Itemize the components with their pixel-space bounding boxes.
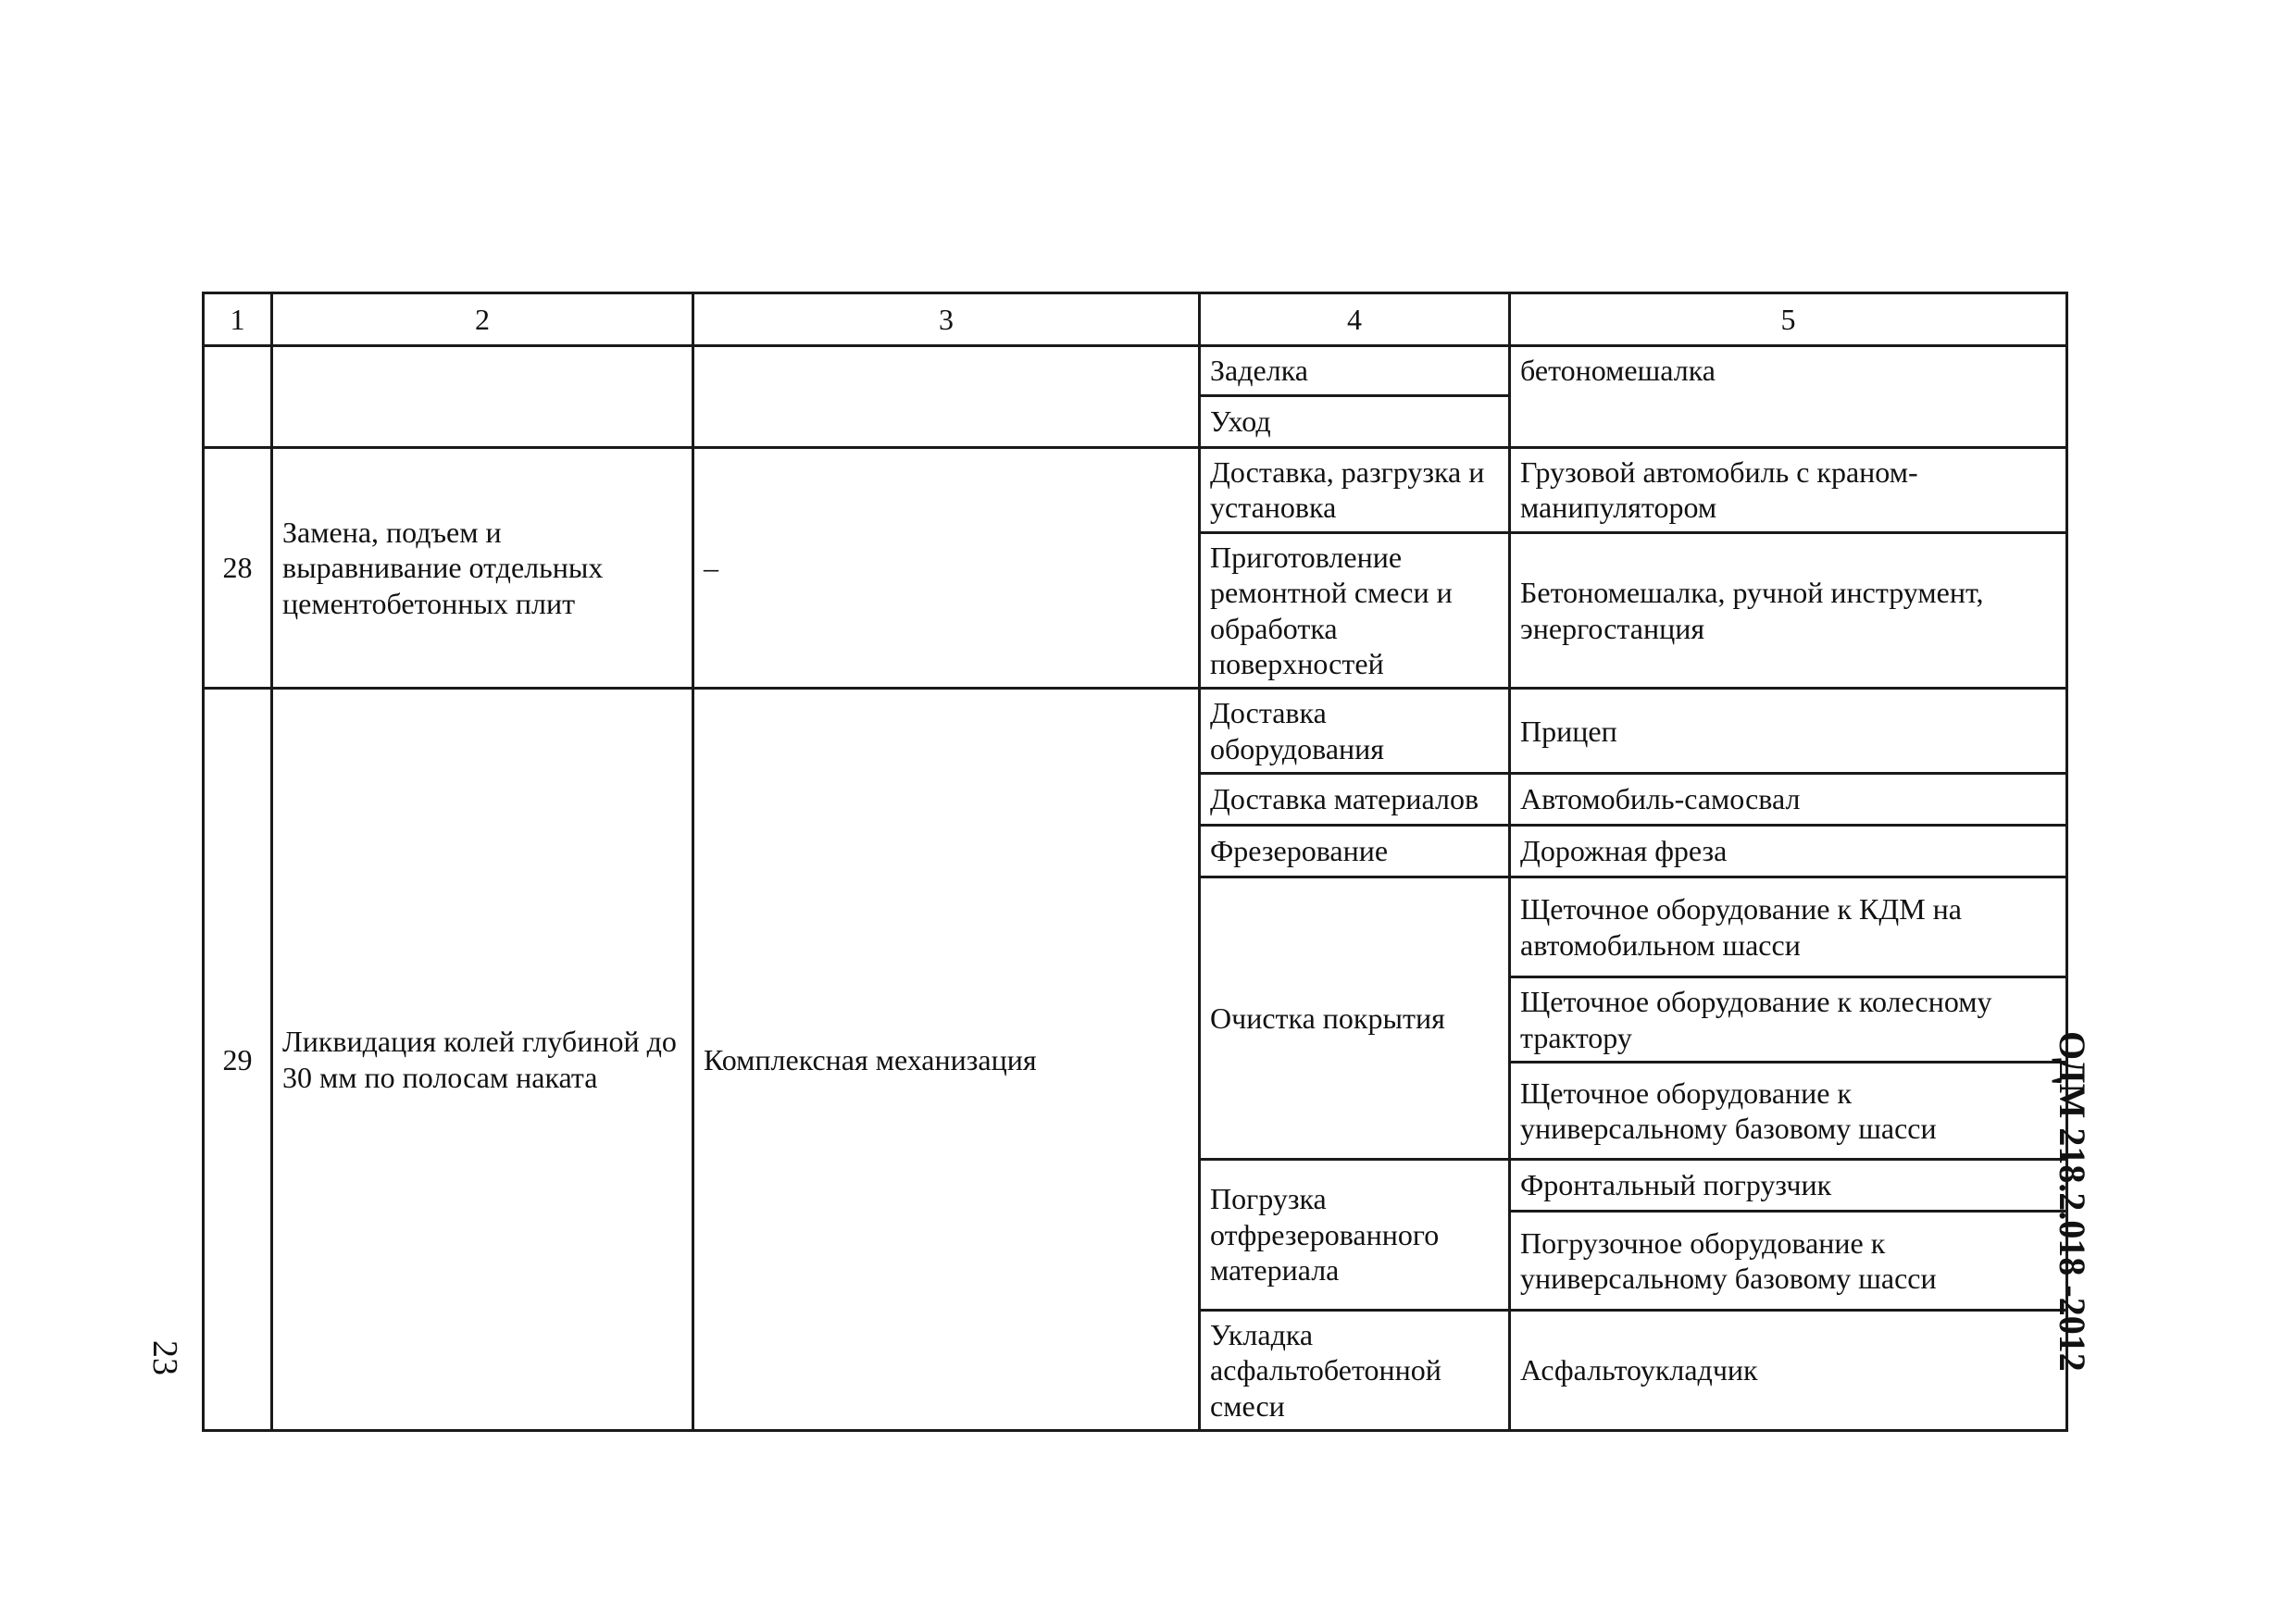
operation-cell: Погрузка отфрезерованного материала [1200,1159,1510,1310]
col-header-1: 1 [204,293,272,346]
equipment-cell: Фронтальный погрузчик [1510,1159,2067,1211]
table-row [204,448,2067,533]
equipment-cell: бетономешалка [1510,346,2067,448]
page-number: 23 [145,1340,184,1375]
equipment-cell: Погрузочное оборудование к универсальному базовому шасси [1510,1211,2067,1310]
row-num-cell [204,346,272,448]
equipment-cell: Щеточное оборудование к колесному трактору [1510,977,2067,1063]
operation-cell: Доставка материалов [1200,774,1510,826]
method-cell [693,346,1200,448]
method-cell: – [693,448,1200,689]
table-row [204,689,2067,774]
operation-cell: Доставка оборудования [1200,689,1510,774]
equipment-cell: Асфальтоукладчик [1510,1310,2067,1430]
work-cell: Замена, подъем и выравнивание отдельных цементобетонных плит [272,448,693,689]
operation-cell: Уход [1200,396,1510,448]
equipment-cell: Щеточное оборудование к универсальному базовому шасси [1510,1062,2067,1159]
equipment-cell: Грузовой автомобиль с краном-манипулятором [1510,448,2067,533]
col-header-2: 2 [272,293,693,346]
table-header-row [204,293,2067,346]
document-code: ОДМ 218.2.018 -2012 [2052,1031,2093,1372]
equipment-cell: Щеточное оборудование к КДМ на автомобильном шасси [1510,877,2067,977]
row-num-cell: 28 [204,448,272,689]
operation-cell: Укладка асфальтобетонной смеси [1200,1310,1510,1430]
operation-cell: Фрезерование [1200,826,1510,877]
col-header-3: 3 [693,293,1200,346]
operation-cell: Заделка [1200,346,1510,396]
row-num-cell: 29 [204,689,272,1431]
operation-cell: Очистка покрытия [1200,877,1510,1160]
work-cell: Ликвидация колей глубиной до 30 мм по полосам наката [272,689,693,1431]
method-cell: Комплексная механизация [693,689,1200,1431]
table-row [204,346,2067,396]
equipment-cell: Дорожная фреза [1510,826,2067,877]
equipment-cell: Автомобиль-самосвал [1510,774,2067,826]
works-table [202,292,2068,1432]
col-header-5: 5 [1510,293,2067,346]
operation-cell: Доставка, разгрузка и установка [1200,448,1510,533]
col-header-4: 4 [1200,293,1510,346]
work-cell [272,346,693,448]
equipment-cell: Прицеп [1510,689,2067,774]
operation-cell: Приготовление ремонтной смеси и обработка поверхностей [1200,532,1510,689]
equipment-cell: Бетономешалка, ручной инструмент, энергостанция [1510,532,2067,689]
